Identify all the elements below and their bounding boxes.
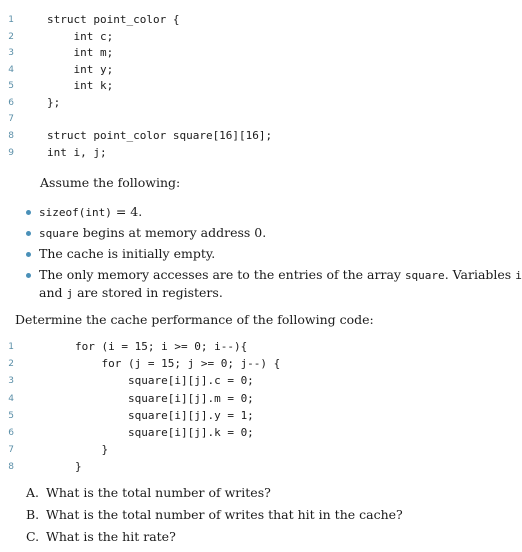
bullet-text-part: are stored in registers. <box>73 285 223 300</box>
code-line <box>0 29 520 46</box>
determine-heading: Determine the cache performance of the following code: <box>15 312 374 327</box>
bullet-text <box>39 203 504 221</box>
code-line <box>0 425 520 442</box>
line-number: 9 <box>8 148 14 158</box>
inline-code: i <box>515 269 522 282</box>
code-text: struct point_color square[16][16]; <box>47 129 273 142</box>
question-text: What is the total number of writes that hit in the cache? <box>46 507 403 522</box>
code-text: for (i = 15; i >= 0; i--){ <box>75 340 248 353</box>
bullet-dot-icon <box>26 210 31 215</box>
line-number: 6 <box>8 428 14 438</box>
inline-code: j <box>66 287 74 300</box>
code-line <box>0 12 520 29</box>
list-item <box>26 266 522 300</box>
bullet-text-part: . Variables <box>444 267 516 282</box>
line-number: 6 <box>8 97 14 108</box>
line-number: 7 <box>8 114 14 124</box>
question-letter: B. <box>26 507 40 522</box>
bullet-dot-icon <box>26 273 31 278</box>
code-text: } <box>75 443 109 457</box>
code-line <box>0 62 520 79</box>
line-number: 8 <box>8 131 14 141</box>
question-c <box>26 528 176 545</box>
code-text: }; <box>47 95 61 109</box>
code-text: for (j = 15; j >= 0; j--) { <box>75 357 281 371</box>
line-number: 8 <box>8 462 14 473</box>
code-text: int c; <box>47 29 114 43</box>
bullet-dot-icon <box>26 252 31 257</box>
code-line <box>0 442 520 459</box>
line-number: 5 <box>8 81 14 91</box>
code-text: square[i][j].c = 0; <box>75 374 254 388</box>
line-number: 4 <box>8 64 14 75</box>
code-text: square[i][j].m = 0; <box>75 391 254 405</box>
code-line <box>0 356 520 373</box>
code-line <box>0 111 520 128</box>
list-item <box>26 245 506 262</box>
bullet-text-rest: = 4. <box>111 204 143 219</box>
code-line <box>0 459 520 476</box>
code-text: int m; <box>47 46 114 59</box>
line-number: 3 <box>8 376 14 387</box>
code-text: square[i][j].y = 1; <box>75 408 254 422</box>
question-letter: C. <box>26 529 40 544</box>
question-letter: A. <box>26 485 40 500</box>
code-line <box>0 128 520 145</box>
question-text: What is the total number of writes? <box>46 485 271 500</box>
bullet-text <box>39 224 504 242</box>
assume-heading: Assume the following: <box>40 175 181 190</box>
question-text: What is the hit rate? <box>46 529 176 544</box>
line-number: 3 <box>8 48 14 58</box>
question-a <box>26 484 271 501</box>
list-item <box>26 203 506 220</box>
line-number: 1 <box>8 15 14 25</box>
line-number: 2 <box>8 31 14 42</box>
line-number: 7 <box>8 445 14 456</box>
code-line <box>0 391 520 408</box>
list-item <box>26 224 506 241</box>
code-text: } <box>75 460 82 474</box>
bullet-text-rest: begins at memory address 0. <box>78 225 267 240</box>
bullet-text-part: The only memory accesses are to the entries of the array <box>39 267 405 282</box>
bullet-dot-icon <box>26 231 31 236</box>
code-text: square[i][j].k = 0; <box>75 426 254 439</box>
code-text: int k; <box>47 79 114 92</box>
line-number: 4 <box>8 393 14 404</box>
code-text: struct point_color { <box>47 13 180 26</box>
code-line <box>0 78 520 95</box>
code-line <box>0 145 520 162</box>
line-number: 5 <box>8 410 14 421</box>
code-line <box>0 45 520 62</box>
code-text: int i, j; <box>47 146 107 159</box>
bullet-text <box>39 266 522 302</box>
inline-code: sizeof(int) <box>39 206 112 219</box>
code-text: int y; <box>47 62 114 76</box>
code-line <box>0 95 520 112</box>
inline-code: square <box>39 227 79 240</box>
code-line <box>0 408 520 425</box>
bullet-text: The cache is initially empty. <box>39 246 216 261</box>
code-line <box>0 373 520 390</box>
inline-code: square <box>404 269 445 282</box>
line-number: 2 <box>8 359 14 370</box>
question-b <box>26 506 403 523</box>
code-line <box>0 339 520 356</box>
line-number: 1 <box>8 342 14 352</box>
bullet-text-part: and <box>39 285 67 300</box>
